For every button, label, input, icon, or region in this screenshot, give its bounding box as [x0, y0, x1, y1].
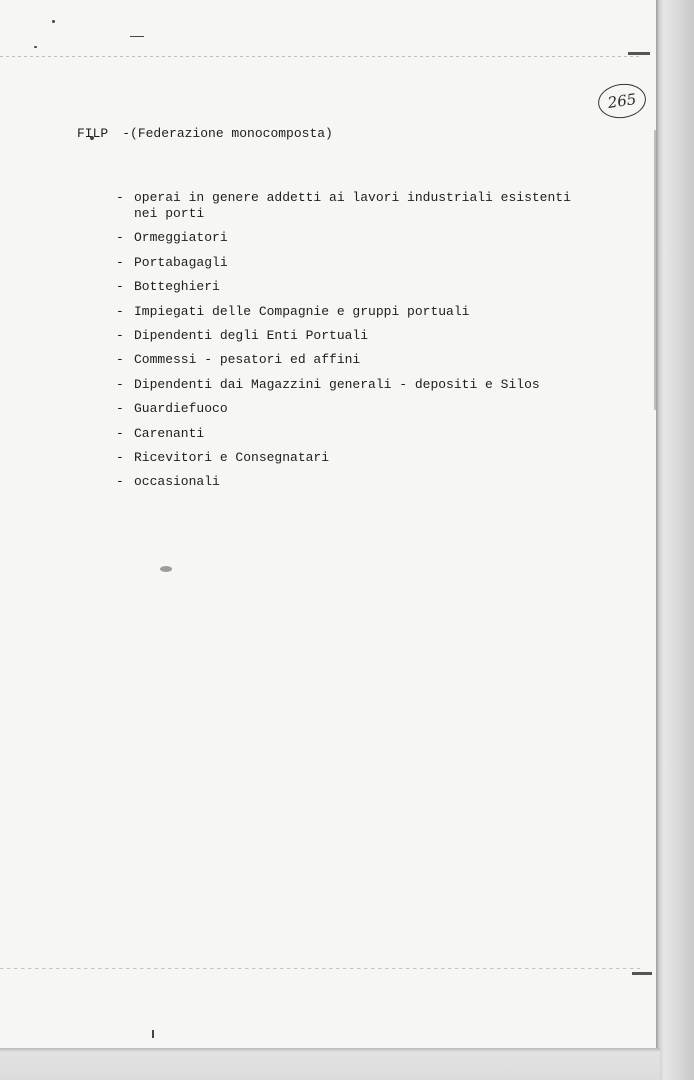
list-item — [116, 230, 636, 246]
organization-acronym: FILP — [77, 126, 109, 141]
list-item-text: Botteghieri — [134, 279, 220, 295]
list-bullet: - — [116, 230, 124, 246]
list-bullet: - — [116, 279, 124, 295]
scan-artifact-bottom-rule — [0, 968, 640, 969]
scan-right-edge — [656, 0, 694, 1080]
scan-bottom-edge — [0, 1048, 660, 1080]
list-item — [116, 474, 636, 490]
list-item-text: Dipendenti dai Magazzini generali - depositi e Silos — [134, 376, 540, 392]
list-bullet: - — [116, 425, 124, 441]
list-bullet: - — [116, 254, 124, 270]
list-item — [116, 255, 636, 271]
list-item — [116, 190, 636, 222]
list-item — [116, 304, 636, 320]
list-item-text: operai in genere addetti ai lavori industriali esistenti nei porti — [134, 190, 571, 221]
scan-speck — [152, 1030, 154, 1038]
list-item-text: Guardiefuoco — [134, 401, 228, 417]
document-heading — [77, 126, 333, 142]
list-item — [116, 401, 636, 417]
list-item-text: Impiegati delle Compagnie e gruppi portuali — [134, 303, 470, 319]
organization-description: -(Federazione monocomposta) — [122, 126, 333, 141]
list-item-text: Ormeggiatori — [134, 230, 228, 246]
page-number-stamp: 265 — [596, 81, 648, 121]
list-item-text: Dipendenti degli Enti Portuali — [134, 327, 369, 343]
list-bullet: - — [116, 327, 124, 343]
list-item — [116, 426, 636, 442]
scan-speck — [130, 36, 144, 37]
scan-edge-mark — [654, 130, 656, 410]
scan-edge-mark — [632, 972, 652, 975]
list-item-text: Portabagagli — [134, 254, 228, 270]
list-bullet: - — [116, 352, 124, 368]
list-item — [116, 450, 636, 466]
list-bullet: - — [116, 190, 124, 205]
list-item — [116, 377, 636, 393]
list-item — [116, 279, 636, 295]
list-bullet: - — [116, 376, 124, 392]
list-item — [116, 352, 636, 368]
list-bullet: - — [116, 303, 124, 319]
list-item-text: Carenanti — [134, 425, 205, 441]
scan-speck — [34, 46, 37, 48]
scan-speck — [52, 20, 55, 23]
list-item-text: Commessi - pesatori ed affini — [134, 352, 361, 368]
list-item — [116, 328, 636, 344]
list-bullet: - — [116, 401, 124, 417]
scan-edge-mark — [628, 52, 650, 55]
scan-artifact-top-rule — [0, 56, 640, 57]
list-bullet: - — [116, 474, 124, 490]
list-item-text: Ricevitori e Consegnatari — [134, 449, 330, 465]
list-item-text: occasionali — [134, 474, 220, 490]
list-bullet: - — [116, 449, 124, 465]
scan-speck — [160, 566, 172, 572]
worker-category-list — [116, 190, 636, 499]
